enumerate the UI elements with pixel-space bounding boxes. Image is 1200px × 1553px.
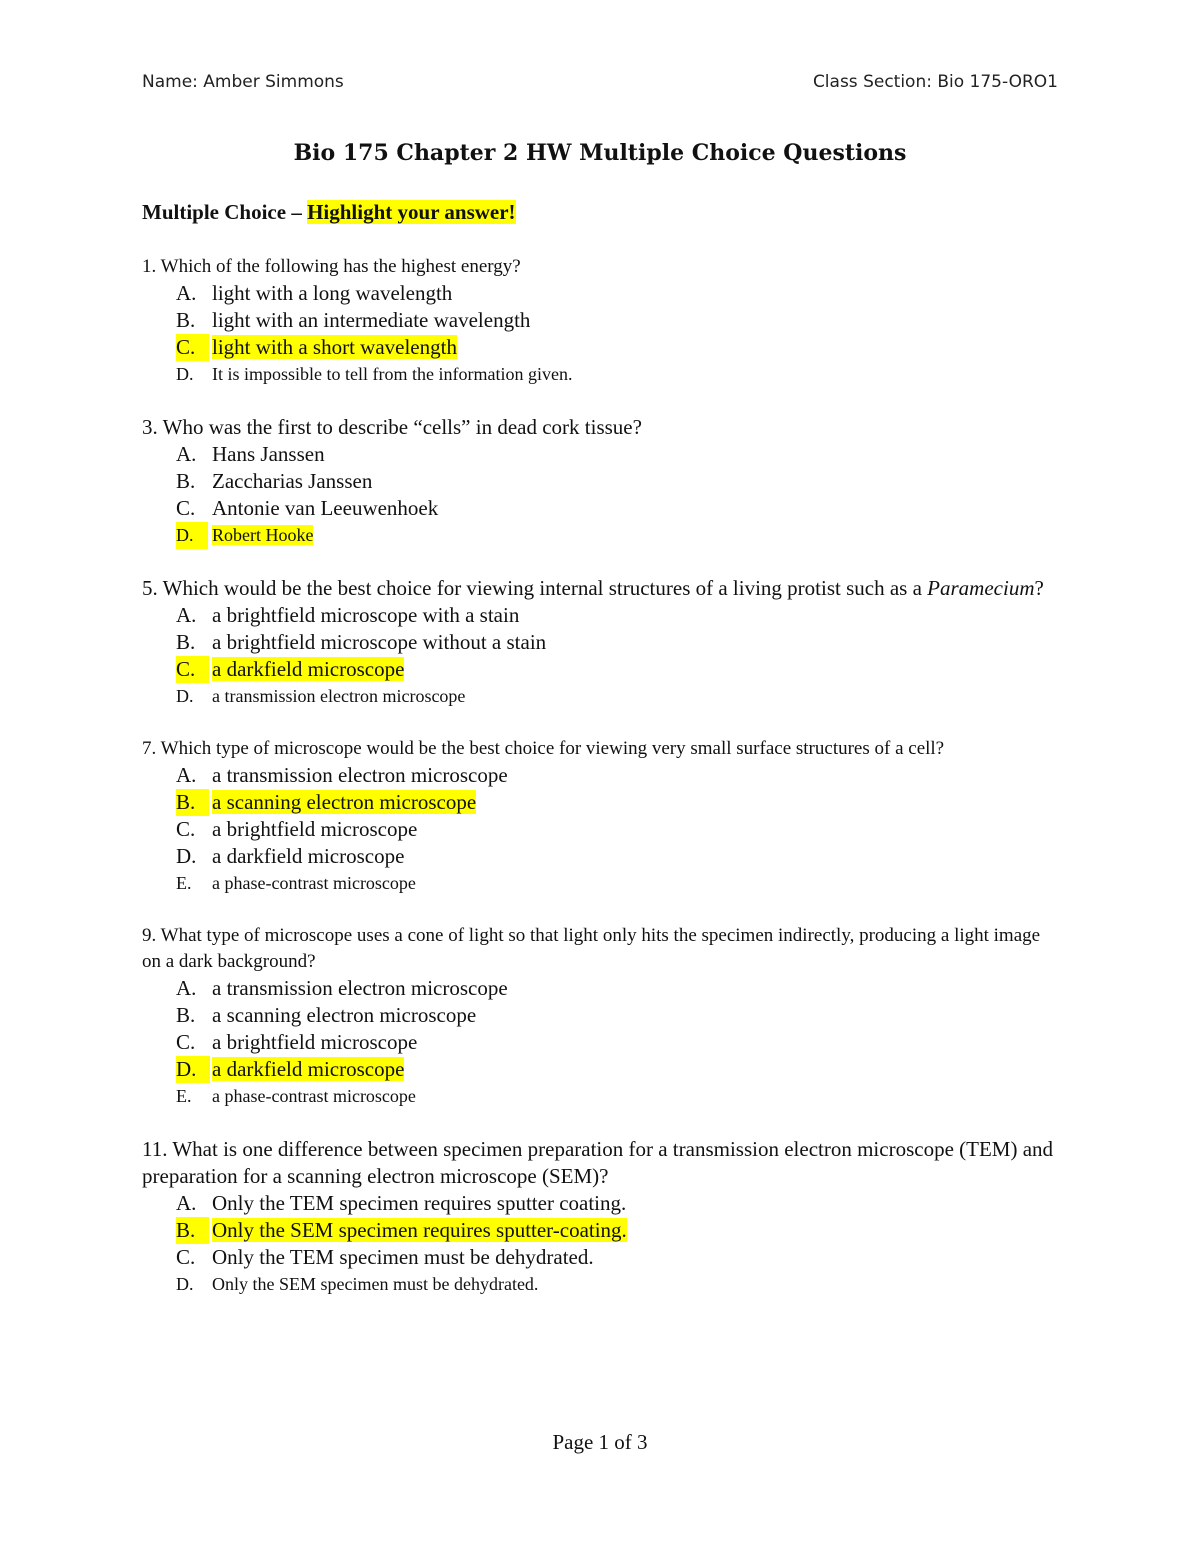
option-list xyxy=(142,975,1062,1110)
option-c[interactable] xyxy=(142,495,1062,522)
question-text-end: ? xyxy=(1034,576,1044,600)
class-section: Class Section: Bio 175-ORO1 xyxy=(812,72,1058,92)
option-text: Zaccharias Janssen xyxy=(212,469,373,493)
option-text: a brightfield microscope xyxy=(212,1030,418,1054)
question-text: 7. Which type of microscope would be the best choice for viewing very small surface structures of a cell? xyxy=(142,738,945,759)
option-a[interactable] xyxy=(142,280,1062,307)
question-text: 11. What is one difference between specimen preparation for a transmission electron microscope (TEM) and preparation for a scanning electron microscope (SEM)? xyxy=(142,1137,1054,1188)
option-letter: D. xyxy=(176,364,194,384)
option-letter: E. xyxy=(176,873,192,893)
option-text: a phase-contrast microscope xyxy=(212,1086,416,1106)
option-a[interactable] xyxy=(142,975,1062,1002)
option-text: a darkfield microscope xyxy=(212,844,405,868)
option-letter: A. xyxy=(176,603,197,627)
option-text: Only the SEM specimen must be dehydrated. xyxy=(212,1274,539,1294)
option-d[interactable] xyxy=(142,843,1062,870)
option-b-selected[interactable] xyxy=(142,1217,1062,1244)
page-header xyxy=(142,72,1058,100)
option-list xyxy=(142,280,1062,388)
option-letter: B. xyxy=(176,789,209,816)
option-e[interactable] xyxy=(142,1083,1062,1110)
option-text: a transmission electron microscope xyxy=(212,686,466,706)
option-text: Only the TEM specimen must be dehydrated. xyxy=(212,1245,594,1269)
option-text: Robert Hooke xyxy=(212,525,314,545)
option-d[interactable] xyxy=(142,683,1062,710)
question-11 xyxy=(142,1136,1062,1298)
option-text: a brightfield microscope xyxy=(212,817,418,841)
option-letter: D. xyxy=(176,522,208,549)
option-c[interactable] xyxy=(142,816,1062,843)
option-letter: D. xyxy=(176,844,197,868)
option-text: light with a short wavelength xyxy=(212,335,457,359)
question-text: 3. Who was the first to describe “cells” in dead cork tissue? xyxy=(142,415,642,439)
question-text: 1. Which of the following has the highest energy? xyxy=(142,256,521,277)
document-title: Bio 175 Chapter 2 HW Multiple Choice Questions xyxy=(293,140,907,166)
option-d-selected[interactable] xyxy=(142,1056,1062,1083)
option-b[interactable] xyxy=(142,629,1062,656)
option-text: light with a long wavelength xyxy=(212,281,453,305)
option-letter: C. xyxy=(176,656,209,683)
option-d[interactable] xyxy=(142,1271,1062,1298)
section-heading-highlight: Highlight your answer! xyxy=(307,200,516,224)
option-a[interactable] xyxy=(142,762,1062,789)
option-text: a brightfield microscope without a stain xyxy=(212,630,547,654)
section-heading-prefix: Multiple Choice – xyxy=(142,200,308,224)
option-letter: C. xyxy=(176,496,196,520)
option-a[interactable] xyxy=(142,441,1062,468)
option-text: a darkfield microscope xyxy=(212,1057,405,1081)
question-list xyxy=(142,254,1062,1324)
question-1 xyxy=(142,254,1062,388)
option-c[interactable] xyxy=(142,1244,1062,1271)
page-number: Page 1 of 3 xyxy=(552,1430,648,1454)
option-text: It is impossible to tell from the information given. xyxy=(212,364,573,384)
option-text: a transmission electron microscope xyxy=(212,763,508,787)
question-text xyxy=(142,575,1062,602)
option-letter: C. xyxy=(176,334,209,361)
option-letter: D. xyxy=(176,686,194,706)
question-7 xyxy=(142,736,1062,897)
option-text: a scanning electron microscope xyxy=(212,790,477,814)
option-text: a transmission electron microscope xyxy=(212,976,508,1000)
question-3 xyxy=(142,414,1062,549)
option-letter: B. xyxy=(176,630,196,654)
option-letter: A. xyxy=(176,281,197,305)
option-letter: A. xyxy=(176,1191,197,1215)
option-b[interactable] xyxy=(142,307,1062,334)
option-text: Only the TEM specimen requires sputter coating. xyxy=(212,1191,627,1215)
option-letter: C. xyxy=(176,1245,196,1269)
question-text: 9. What type of microscope uses a cone of light so that light only hits the specimen indirectly, producing a light image on a dark background? xyxy=(142,925,1041,972)
option-e[interactable] xyxy=(142,870,1062,897)
option-b[interactable] xyxy=(142,468,1062,495)
option-text: Antonie van Leeuwenhoek xyxy=(212,496,439,520)
option-letter: B. xyxy=(176,1003,196,1027)
option-letter: A. xyxy=(176,976,197,1000)
question-text-start: 5. Which would be the best choice for viewing internal structures of a living protist such as a xyxy=(142,576,928,600)
question-5 xyxy=(142,575,1062,710)
option-letter: A. xyxy=(176,763,197,787)
option-letter: B. xyxy=(176,308,196,332)
option-list xyxy=(142,762,1062,897)
question-9 xyxy=(142,923,1062,1110)
option-d[interactable] xyxy=(142,361,1062,388)
option-letter: C. xyxy=(176,817,196,841)
option-a[interactable] xyxy=(142,602,1062,629)
option-c[interactable] xyxy=(142,1029,1062,1056)
option-text: Only the SEM specimen requires sputter-coating. xyxy=(212,1218,627,1242)
option-a[interactable] xyxy=(142,1190,1062,1217)
option-c-selected[interactable] xyxy=(142,656,1062,683)
option-letter: B. xyxy=(176,469,196,493)
option-d-selected[interactable] xyxy=(142,522,1062,549)
option-letter: B. xyxy=(176,1217,209,1244)
option-letter: E. xyxy=(176,1086,192,1106)
option-text: a brightfield microscope with a stain xyxy=(212,603,520,627)
option-letter: D. xyxy=(176,1056,210,1083)
option-text: a scanning electron microscope xyxy=(212,1003,477,1027)
section-heading xyxy=(142,200,516,225)
option-text: Hans Janssen xyxy=(212,442,325,466)
option-text: a phase-contrast microscope xyxy=(212,873,416,893)
option-b[interactable] xyxy=(142,1002,1062,1029)
option-letter: A. xyxy=(176,442,197,466)
option-text: a darkfield microscope xyxy=(212,657,405,681)
option-list xyxy=(142,602,1062,710)
option-text: light with an intermediate wavelength xyxy=(212,308,531,332)
option-list xyxy=(142,441,1062,549)
option-list xyxy=(142,1190,1062,1298)
option-letter: D. xyxy=(176,1274,194,1294)
option-letter: C. xyxy=(176,1030,196,1054)
option-c-selected[interactable] xyxy=(142,334,1062,361)
student-name: Name: Amber Simmons xyxy=(142,72,344,92)
question-text-italic: Paramecium xyxy=(927,576,1035,600)
option-b-selected[interactable] xyxy=(142,789,1062,816)
